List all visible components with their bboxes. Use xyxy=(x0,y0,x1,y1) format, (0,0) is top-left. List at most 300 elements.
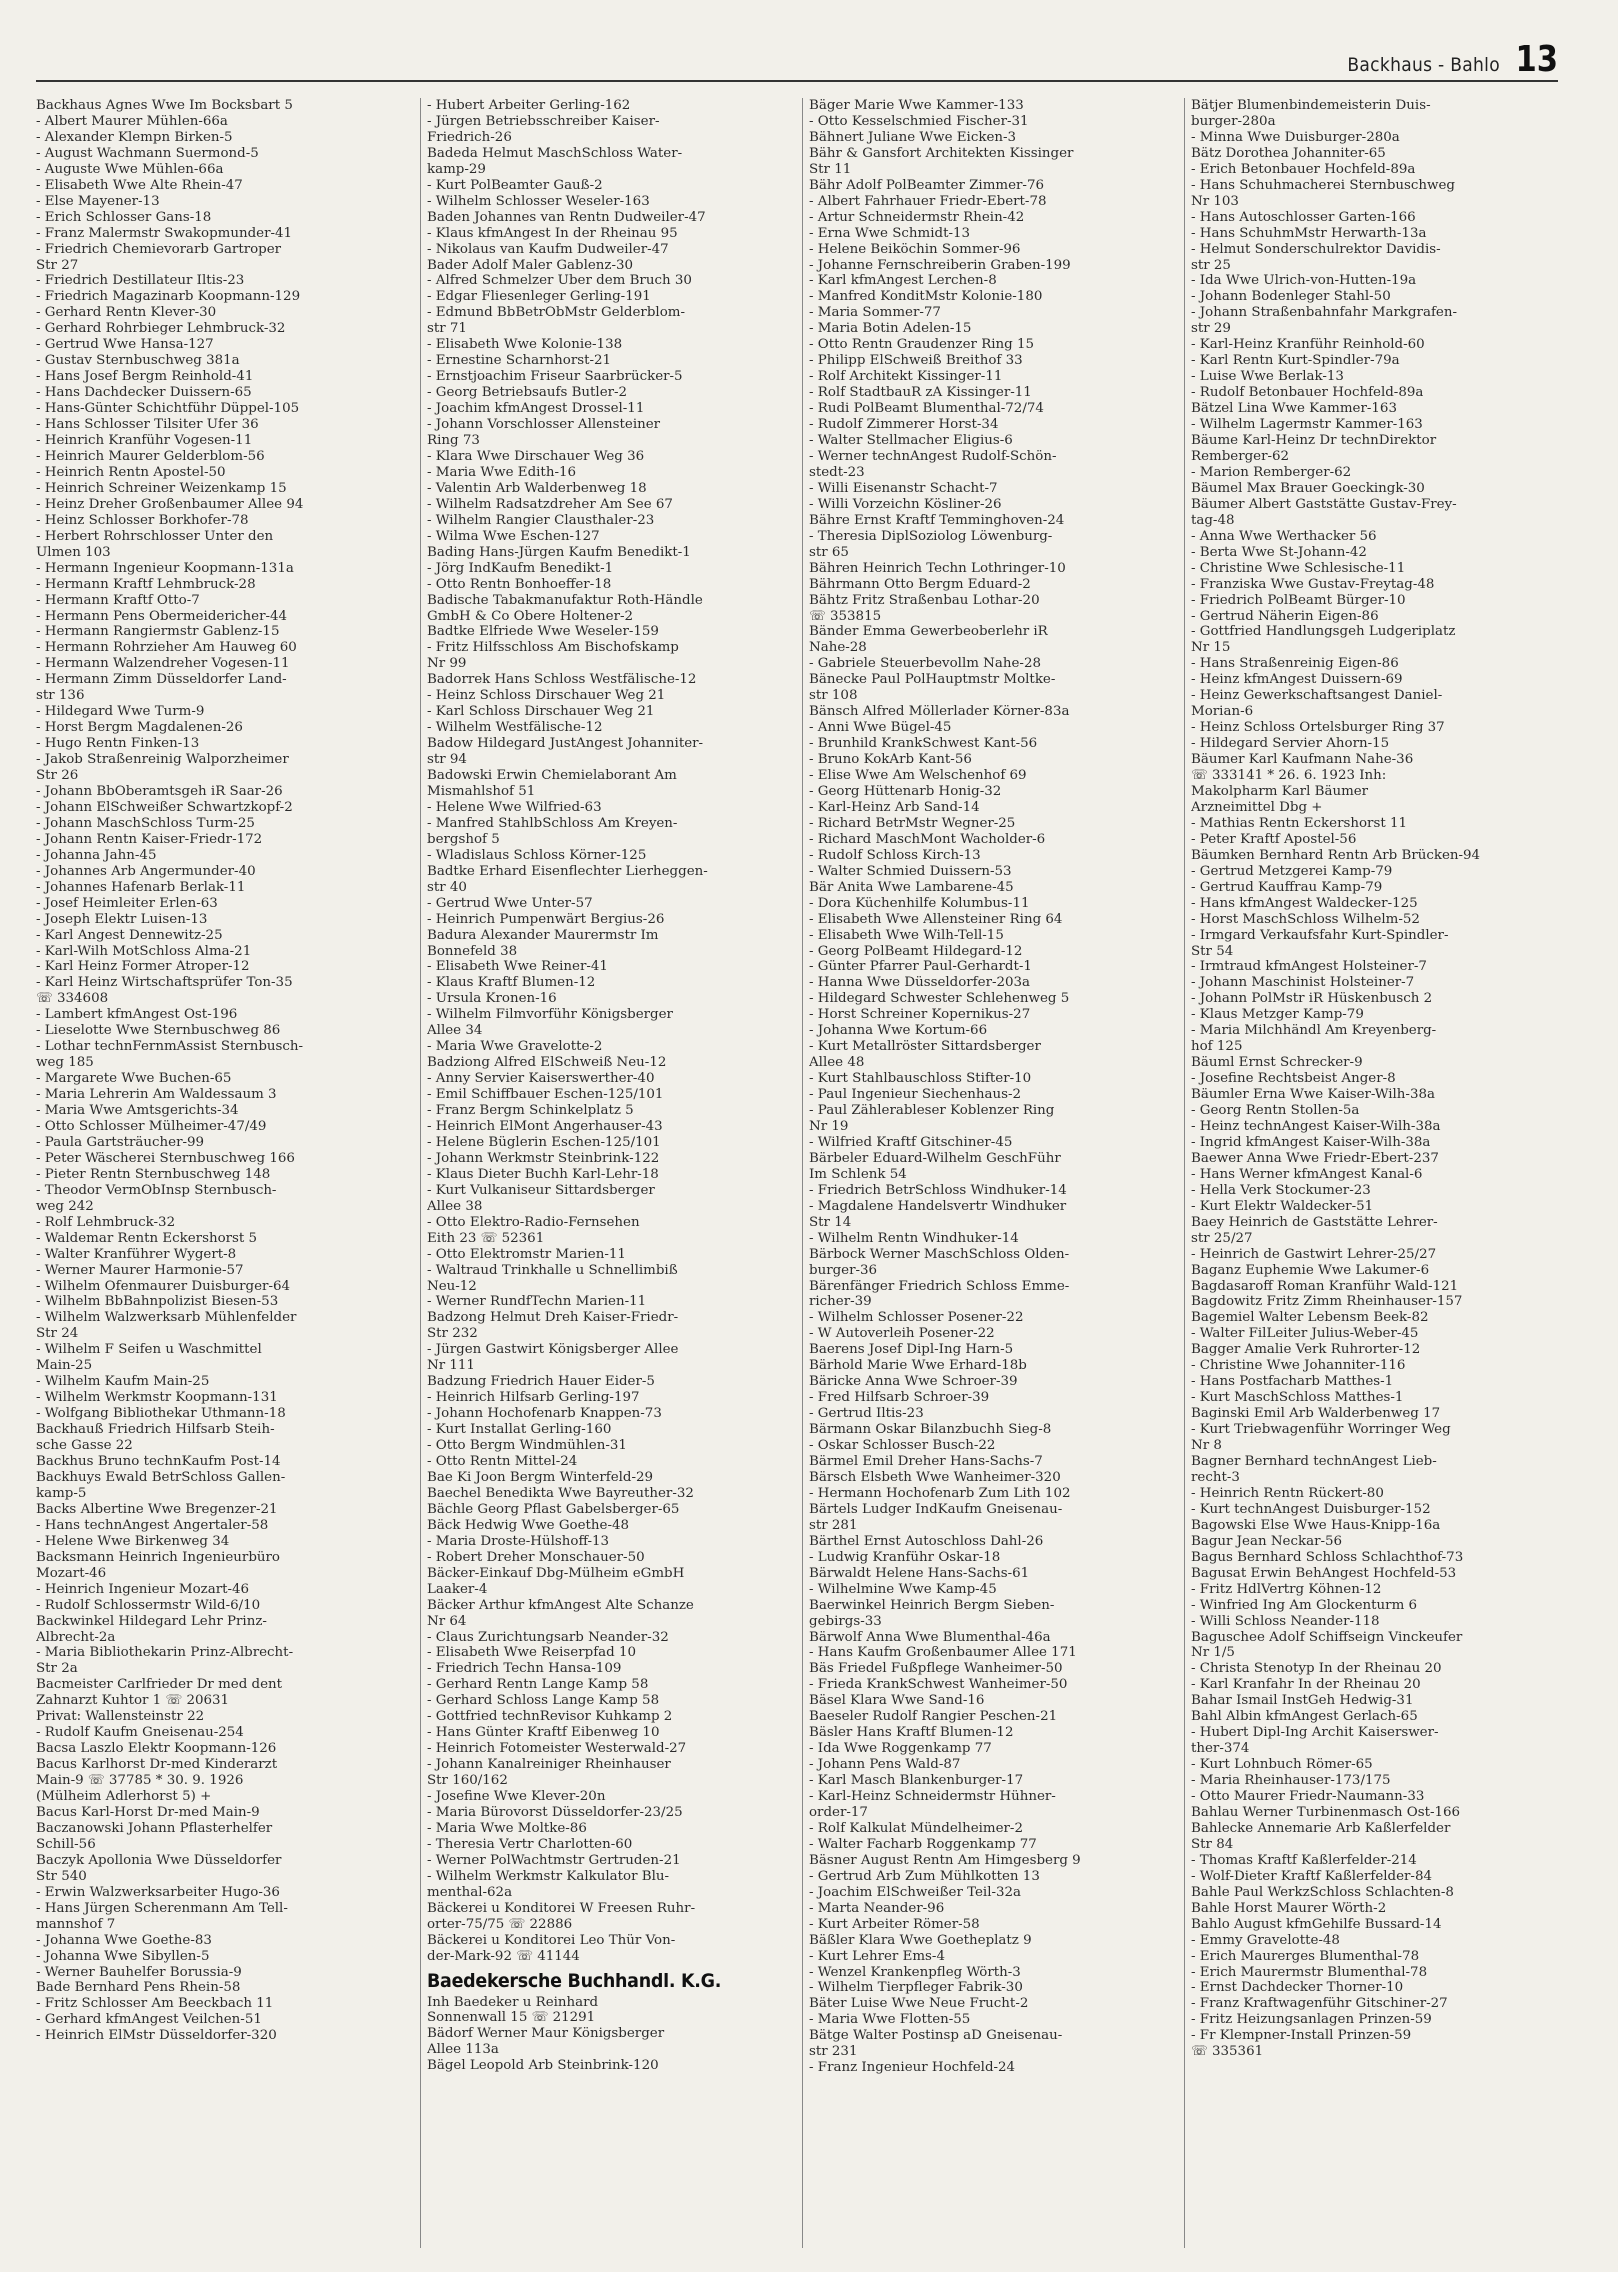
directory-entry: Backhauß Friedrich Hilfsarb Steih- xyxy=(36,1422,275,1438)
directory-entry: Bagdowitz Fritz Zimm Rheinhauser-157 xyxy=(1191,1294,1463,1310)
directory-entry: Baechel Benedikta Wwe Bayreuther-32 xyxy=(427,1485,694,1501)
directory-entry: - August Wachmann Suermond-5 xyxy=(36,145,259,161)
directory-entry: Bacus Karl-Horst Dr-med Main-9 xyxy=(36,1804,260,1820)
directory-entry: Badow Hildegard JustAngest Johanniter- xyxy=(427,736,704,752)
directory-entry: Nr 15 xyxy=(1191,640,1231,656)
directory-entry: - Hermann Rohrzieher Am Hauweg 60 xyxy=(36,640,297,656)
directory-entry: Arzneimittel Dbg + xyxy=(1191,799,1323,815)
directory-entry: menthal-62a xyxy=(427,1884,513,1900)
directory-entry: - Rolf Architekt Kissinger-11 xyxy=(809,369,1003,385)
directory-entry: order-17 xyxy=(809,1804,868,1820)
directory-entry: - Johanna Wwe Sibyllen-5 xyxy=(36,1948,210,1964)
directory-entry: Bagus Bernhard Schloss Schlachthof-73 xyxy=(1191,1549,1464,1565)
directory-entry: - Maria Bürovorst Düsseldorfer-23/25 xyxy=(427,1804,683,1820)
directory-entry: - Hans-Günter Schichtführ Düppel-105 xyxy=(36,401,300,417)
directory-entry: Backwinkel Hildegard Lehr Prinz- xyxy=(36,1613,267,1629)
directory-entry: ☏ 353815 xyxy=(809,608,882,624)
directory-entry: - Friedrich BetrSchloss Windhuker-14 xyxy=(809,1182,1067,1198)
directory-entry: - Horst MaschSchloss Wilhelm-52 xyxy=(1191,911,1420,927)
directory-entry: Bagner Bernhard technAngest Lieb- xyxy=(1191,1454,1437,1470)
directory-entry: Bahlau Werner Turbinenmasch Ost-166 xyxy=(1191,1804,1461,1820)
directory-entry: Badziong Alfred ElSchweiß Neu-12 xyxy=(427,1055,667,1071)
directory-entry: - Lambert kfmAngest Ost-196 xyxy=(36,1007,238,1023)
directory-entry: - Maria Botin Adelen-15 xyxy=(809,321,972,337)
directory-entry: Inh Baedeker u Reinhard xyxy=(427,1994,599,2010)
directory-entry: - Elisabeth Wwe Alte Rhein-47 xyxy=(36,177,243,193)
directory-entry: - Jakob Straßenreinig Walporzheimer xyxy=(36,752,289,768)
directory-entry: - Albert Fahrhauer Friedr-Ebert-78 xyxy=(809,193,1047,209)
directory-entry: ☏ 334608 xyxy=(36,991,109,1007)
directory-entry: Str 2a xyxy=(36,1661,78,1677)
directory-entry: - Jürgen Betriebsschreiber Kaiser- xyxy=(427,113,660,129)
directory-entry: ☏ 335361 xyxy=(1191,2044,1264,2060)
directory-entry: Bänder Emma Gewerbeoberlehr iR xyxy=(809,624,1048,640)
directory-entry: - Gertrud Iltis-23 xyxy=(809,1406,924,1422)
directory-entry: - Erich Maurermstr Blumenthal-78 xyxy=(1191,1964,1428,1980)
directory-entry: - Maria Sommer-77 xyxy=(809,305,941,321)
directory-entry: Bähnert Juliane Wwe Eicken-3 xyxy=(809,129,1017,145)
directory-entry: - Else Mayener-13 xyxy=(36,193,160,209)
directory-entry: - Franz Malermstr Swakopmunder-41 xyxy=(36,225,293,241)
directory-entry: - Paul Zählerableser Koblenzer Ring xyxy=(809,1103,1055,1119)
directory-entry: - Jörg IndKaufm Benedikt-1 xyxy=(427,560,614,576)
directory-entry: - Theresia Vertr Charlotten-60 xyxy=(427,1836,633,1852)
directory-entry: Makolpharm Karl Bäumer xyxy=(1191,783,1369,799)
directory-entry: Bärwolf Anna Wwe Blumenthal-46a xyxy=(809,1629,1051,1645)
directory-entry: str 65 xyxy=(809,544,849,560)
directory-entry: Baden Johannes van Rentn Dudweiler-47 xyxy=(427,209,706,225)
directory-entry: - Luise Wwe Berlak-13 xyxy=(1191,369,1344,385)
directory-entry: - Oskar Schlosser Busch-22 xyxy=(809,1438,996,1454)
directory-entry: - Alfred Schmelzer Über dem Bruch 30 xyxy=(427,273,692,289)
directory-entry: Bahar Ismail InstGeh Hedwig-31 xyxy=(1191,1693,1414,1709)
directory-entry: - Hermann Walzendreher Vogesen-11 xyxy=(36,656,290,672)
directory-entry: - Auguste Wwe Mühlen-66a xyxy=(36,161,224,177)
directory-entry: - Hans Postfacharb Matthes-1 xyxy=(1191,1374,1394,1390)
directory-entry: - Georg Betriebsaufs Butler-2 xyxy=(427,385,628,401)
directory-entry: - Hermann Ingenieur Koopmann-131a xyxy=(36,560,294,576)
directory-entry: - Hans Günter Kraftf Eibenweg 10 xyxy=(427,1725,660,1741)
directory-entry: Badeda Helmut MaschSchloss Water- xyxy=(427,145,683,161)
directory-entry: - Friedrich PolBeamt Bürger-10 xyxy=(1191,592,1406,608)
directory-entry: - Hugo Rentn Finken-13 xyxy=(36,736,200,752)
directory-entry: - Kurt Installat Gerling-160 xyxy=(427,1422,612,1438)
directory-column-3 xyxy=(802,98,1173,2248)
directory-entry: Allee 34 xyxy=(427,1023,483,1039)
directory-entry: - Heinrich Ingenieur Mozart-46 xyxy=(36,1581,250,1597)
directory-entry: Baczyk Apollonia Wwe Düsseldorfer xyxy=(36,1852,282,1868)
directory-entry: - Theodor VermObInsp Sternbusch- xyxy=(36,1182,277,1198)
directory-entry: str 29 xyxy=(1191,321,1231,337)
directory-entry: Bäumler Erna Wwe Kaiser-Wilh-38a xyxy=(1191,1087,1435,1103)
directory-entry: weg 185 xyxy=(36,1055,94,1071)
directory-entry: - Otto Bergm Windmühlen-31 xyxy=(427,1438,627,1454)
directory-entry: Bäckerei u Konditorei Leo Thür Von- xyxy=(427,1932,676,1948)
directory-entry: - Hermann Zimm Düsseldorfer Land- xyxy=(36,672,287,688)
directory-entry: - Pieter Rentn Sternbuschweg 148 xyxy=(36,1166,271,1182)
directory-entry: - Klaus kfmAngest In der Rheinau 95 xyxy=(427,225,678,241)
directory-entry: - Karl Kranfahr In der Rheinau 20 xyxy=(1191,1677,1421,1693)
directory-entry: - Rudi PolBeamt Blumenthal-72/74 xyxy=(809,401,1044,417)
directory-entry: - Johann PolMstr iR Hüskenbusch 2 xyxy=(1191,991,1433,1007)
directory-entry: - Helene Wwe Birkenweg 34 xyxy=(36,1533,230,1549)
directory-entry: Bäume Karl-Heinz Dr technDirektor xyxy=(1191,433,1437,449)
directory-entry: - Hermann Pens Obermeidericher-44 xyxy=(36,608,288,624)
directory-entry: Badura Alexander Maurermstr Im xyxy=(427,927,659,943)
directory-entry: Neu-12 xyxy=(427,1278,477,1294)
directory-entry: - Ernstjoachim Friseur Saarbrücker-5 xyxy=(427,369,683,385)
directory-entry: - Helene Wwe Wilfried-63 xyxy=(427,799,602,815)
directory-entry: - Ida Wwe Roggenkamp 77 xyxy=(809,1741,992,1757)
directory-entry: - Franziska Wwe Gustav-Freytag-48 xyxy=(1191,576,1435,592)
directory-entry: - Rolf Kalkulat Mündelheimer-2 xyxy=(809,1820,1023,1836)
directory-entry: Bäumer Albert Gaststätte Gustav-Frey- xyxy=(1191,496,1457,512)
directory-entry: - Josefine Wwe Klever-20n xyxy=(427,1789,606,1805)
directory-entry: - Frieda KrankSchwest Wanheimer-50 xyxy=(809,1677,1068,1693)
directory-entry: Badzung Friedrich Hauer Eider-5 xyxy=(427,1374,655,1390)
directory-entry: Str 24 xyxy=(36,1326,79,1342)
directory-entry: Bärbeler Eduard-Wilhelm GeschFühr xyxy=(809,1150,1061,1166)
directory-entry: kamp-29 xyxy=(427,161,486,177)
directory-entry: - Hildegard Schwester Schlehenweg 5 xyxy=(809,991,1070,1007)
directory-entry: Main-9 ☏ 37785 * 30. 9. 1926 xyxy=(36,1773,244,1789)
directory-entry: - Willi Schloss Neander-118 xyxy=(1191,1613,1380,1629)
directory-entry: Bänsch Alfred Möllerlader Körner-83a xyxy=(809,704,1070,720)
directory-entry: - Karl Masch Blankenburger-17 xyxy=(809,1773,1024,1789)
directory-entry: - Elisabeth Wwe Kolonie-138 xyxy=(427,337,623,353)
directory-entry: - Richard MaschMont Wacholder-6 xyxy=(809,831,1046,847)
directory-entry: - Rudolf Schloss Kirch-13 xyxy=(809,847,981,863)
directory-entry: - Maria Wwe Flotten-55 xyxy=(809,2012,971,2028)
directory-entry: Baganz Euphemie Wwe Lakumer-6 xyxy=(1191,1262,1430,1278)
directory-entry: Backhuys Ewald BetrSchloss Gallen- xyxy=(36,1469,286,1485)
directory-entry: Bähr & Gansfort Architekten Kissinger xyxy=(809,145,1074,161)
directory-entry: - Otto Maurer Friedr-Naumann-33 xyxy=(1191,1789,1425,1805)
directory-entry: - Gertrud Metzgerei Kamp-79 xyxy=(1191,863,1393,879)
directory-entry: - Kurt Lohnbuch Römer-65 xyxy=(1191,1757,1373,1773)
directory-entry: - Walter Stellmacher Eligius-6 xyxy=(809,433,1013,449)
directory-entry: - Elise Wwe Am Welschenhof 69 xyxy=(809,768,1027,784)
directory-entry: Bading Hans-Jürgen Kaufm Benedikt-1 xyxy=(427,544,691,560)
directory-entry: - Johannes Hafenarb Berlak-11 xyxy=(36,879,246,895)
directory-entry: - Fritz Schlosser Am Beeckbach 11 xyxy=(36,1996,274,2012)
directory-entry: str 40 xyxy=(427,879,467,895)
directory-entry: - Johann Maschinist Holsteiner-7 xyxy=(1191,975,1415,991)
directory-entry: Bärmann Oskar Bilanzbuchh Sieg-8 xyxy=(809,1422,1052,1438)
directory-entry: - Gerhard Rentn Lange Kamp 58 xyxy=(427,1677,649,1693)
directory-entry: Bätge Walter Postinsp aD Gneisenau- xyxy=(809,2028,1063,2044)
directory-entry: Baczanowski Johann Pflasterhelfer xyxy=(36,1820,273,1836)
directory-entry: - Johann Hochofenarb Knappen-73 xyxy=(427,1406,662,1422)
directory-entry: - Willi Vorzeichn Kösliner-26 xyxy=(809,496,1002,512)
directory-entry: - Franz Kraftwagenführ Gitschiner-27 xyxy=(1191,1996,1448,2012)
directory-entry: Badzong Helmut Dreh Kaiser-Friedr- xyxy=(427,1310,679,1326)
directory-entry: - Maria Wwe Moltke-86 xyxy=(427,1820,587,1836)
directory-entry: - Karl-Wilh MotSchloss Alma-21 xyxy=(36,943,252,959)
directory-entry: - Heinrich Fotomeister Westerwald-27 xyxy=(427,1741,687,1757)
directory-entry: Nr 99 xyxy=(427,656,467,672)
directory-entry: Bäßler Klara Wwe Goetheplatz 9 xyxy=(809,1932,1032,1948)
directory-entry: - Hans Schlosser Tilsiter Ufer 36 xyxy=(36,417,259,433)
directory-entry: - Christa Stenotyp In der Rheinau 20 xyxy=(1191,1661,1442,1677)
directory-entry: - Heinz technAngest Kaiser-Wilh-38a xyxy=(1191,1119,1441,1134)
directory-entry: Bade Bernhard Pens Rhein-58 xyxy=(36,1980,241,1996)
directory-entry: richer-39 xyxy=(809,1294,872,1310)
directory-entry: - Wilhelm BbBahnpolizist Biesen-53 xyxy=(36,1294,279,1310)
directory-entry: - Johann Pens Wald-87 xyxy=(809,1757,961,1773)
directory-entry: - Willi Eisenanstr Schacht-7 xyxy=(809,480,998,496)
directory-entry: - Wilhelm Werkmstr Koopmann-131 xyxy=(36,1390,278,1406)
directory-entry: Bärtels Ludger IndKaufm Gneisenau- xyxy=(809,1501,1063,1517)
directory-entry: - Wenzel Krankenpfleg Wörth-3 xyxy=(809,1964,1021,1980)
directory-entry: - Heinz Schloss Dirschauer Weg 21 xyxy=(427,688,666,704)
directory-entry: - Wolfgang Bibliothekar Uthmann-18 xyxy=(36,1406,286,1422)
directory-entry: - Ursula Kronen-16 xyxy=(427,991,557,1007)
directory-entry: - Elisabeth Wwe Allensteiner Ring 64 xyxy=(809,911,1063,927)
directory-entry: Bahle Paul WerkzSchloss Schlachten-8 xyxy=(1191,1884,1454,1900)
directory-entry: - Ernst Dachdecker Thorner-10 xyxy=(1191,1980,1404,1996)
directory-entry: Bäcker-Einkauf Dbg-Mülheim eGmbH xyxy=(427,1565,685,1581)
directory-entry: - Horst Schreiner Kopernikus-27 xyxy=(809,1007,1031,1023)
directory-entry: - Klaus Kraftf Blumen-12 xyxy=(427,975,596,991)
directory-entry: - Rudolf Kaufm Gneisenau-254 xyxy=(36,1725,244,1741)
directory-entry: Bahlo August kfmGehilfe Bussard-14 xyxy=(1191,1916,1442,1932)
directory-entry: Nahe-28 xyxy=(809,640,867,656)
directory-entry: mannshof 7 xyxy=(36,1916,116,1932)
directory-entry: - Gertrud Wwe Unter-57 xyxy=(427,895,593,911)
directory-entry: Bäsner August Rentn Am Himgesberg 9 xyxy=(809,1852,1081,1868)
directory-entry: - Gerhard Rohrbieger Lehmbruck-32 xyxy=(36,321,286,337)
directory-entry: - Wilhelm Westfälische-12 xyxy=(427,720,603,736)
directory-entry: - Edmund BbBetrObMstr Gelderblom- xyxy=(427,305,685,321)
directory-entry: - Wilhelm Werkmstr Kalkulator Blu- xyxy=(427,1868,670,1884)
directory-entry: Bätjer Blumenbindemeisterin Duis- xyxy=(1191,98,1431,113)
directory-entry: Baey Heinrich de Gaststätte Lehrer- xyxy=(1191,1214,1438,1230)
directory-entry: - Hermann Kraftf Otto-7 xyxy=(36,592,200,608)
directory-entry: str 136 xyxy=(36,688,85,704)
directory-entry: - Hermann Rangiermstr Gablenz-15 xyxy=(36,624,280,640)
directory-entry: - Hubert Dipl-Ing Archit Kaiserswer- xyxy=(1191,1725,1439,1741)
directory-entry: Bähr Adolf PolBeamter Zimmer-76 xyxy=(809,177,1044,193)
directory-entry: - Heinrich Rentn Rückert-80 xyxy=(1191,1485,1384,1501)
directory-entry: - Elisabeth Wwe Reiserpfad 10 xyxy=(427,1645,637,1661)
directory-entry: - Maria Rheinhauser-173/175 xyxy=(1191,1773,1391,1789)
directory-entry: - Rolf Lehmbruck-32 xyxy=(36,1214,176,1230)
directory-entry: - Horst Bergm Magdalenen-26 xyxy=(36,720,243,736)
directory-entry: - Hans Werner kfmAngest Kanal-6 xyxy=(1191,1166,1423,1182)
directory-entry: - Ernestine Scharnhorst-21 xyxy=(427,353,612,369)
directory-entry: Bacus Karlhorst Dr-med Kinderarzt xyxy=(36,1757,278,1773)
directory-entry: - Josefine Rechtsbeist Anger-8 xyxy=(1191,1071,1396,1087)
directory-entry: - Ida Wwe Ulrich-von-Hutten-19a xyxy=(1191,273,1417,289)
directory-entry: Bährmann Otto Bergm Eduard-2 xyxy=(809,576,1031,592)
directory-entry: - Heinz Schloss Ortelsburger Ring 37 xyxy=(1191,720,1445,736)
directory-entry: Bahlecke Annemarie Arb Kaßlerfelder xyxy=(1191,1820,1451,1836)
directory-entry: - Werner PolWachtmstr Gertruden-21 xyxy=(427,1852,681,1868)
directory-entry: Backsmann Heinrich Ingenieurbüro xyxy=(36,1549,280,1565)
directory-entry: Str 11 xyxy=(809,161,852,177)
directory-entry: - Gottfried technRevisor Kuhkamp 2 xyxy=(427,1709,673,1725)
directory-entry: Bäter Luise Wwe Neue Frucht-2 xyxy=(809,1996,1029,2012)
directory-entry: - Johanna Jahn-45 xyxy=(36,847,157,863)
directory-entry: bergshof 5 xyxy=(427,831,500,847)
directory-entry: - Johann ElSchweißer Schwartzkopf-2 xyxy=(36,799,293,815)
directory-entry: str 281 xyxy=(809,1517,858,1533)
directory-entry: - Werner Bauhelfer Borussia-9 xyxy=(36,1964,242,1980)
directory-entry: - Thomas Kraftf Kaßlerfelder-214 xyxy=(1191,1852,1417,1868)
directory-entry: - Georg Hüttenarb Honig-32 xyxy=(809,783,1002,799)
directory-entry: - Emil Schiffbauer Eschen-125/101 xyxy=(427,1087,664,1103)
directory-entry: - Wilfried Kraftf Gitschiner-45 xyxy=(809,1134,1013,1150)
directory-columns xyxy=(36,98,1556,2248)
directory-entry: Badowski Erwin Chemielaborant Am xyxy=(427,768,677,784)
directory-entry: - Albert Maurer Mühlen-66a xyxy=(36,113,228,129)
directory-entry: Mismahlshof 51 xyxy=(427,783,536,799)
directory-entry: ☏ 333141 * 26. 6. 1923 Inh: xyxy=(1191,768,1387,784)
directory-entry: - Kurt Elektr Waldecker-51 xyxy=(1191,1198,1374,1214)
directory-entry: recht-3 xyxy=(1191,1469,1240,1485)
directory-entry: - Wladislaus Schloss Körner-125 xyxy=(427,847,647,863)
directory-entry: - Mathias Rentn Eckershorst 11 xyxy=(1191,815,1407,831)
directory-entry: Backhaus Agnes Wwe Im Bocksbart 5 xyxy=(36,98,293,113)
directory-entry: - Wolf-Dieter Kraftf Kaßlerfelder-84 xyxy=(1191,1868,1432,1884)
directory-entry: - Georg Rentn Stollen-5a xyxy=(1191,1103,1360,1119)
directory-entry: - Wilhelm Ofenmaurer Duisburger-64 xyxy=(36,1278,291,1294)
directory-entry: - Wilhelm Schlosser Posener-22 xyxy=(809,1310,1024,1326)
directory-entry: - Werner RundfTechn Marien-11 xyxy=(427,1294,647,1310)
directory-entry: - Johanna Wwe Goethe-83 xyxy=(36,1932,212,1948)
directory-entry: - Valentin Arb Walderbenweg 18 xyxy=(427,480,647,496)
directory-entry: - Kurt PolBeamter Gauß-2 xyxy=(427,177,603,193)
directory-entry: - Johann BbOberamtsgeh iR Saar-26 xyxy=(36,783,283,799)
directory-entry: - Friedrich Destillateur Iltis-23 xyxy=(36,273,245,289)
directory-entry: - Werner Maurer Harmonie-57 xyxy=(36,1262,244,1278)
directory-column-1 xyxy=(36,98,406,2248)
directory-entry: - Karl-Heinz Schneidermstr Hühner- xyxy=(809,1789,1056,1805)
directory-entry: - Friedrich Chemievorarb Gartroper xyxy=(36,241,282,257)
directory-entry: Backhus Bruno technKaufm Post-14 xyxy=(36,1454,281,1470)
directory-entry: - Maria Droste-Hülshoff-13 xyxy=(427,1533,610,1549)
directory-entry: - Karl Heinz Wirtschaftsprüfer Ton-35 xyxy=(36,975,293,991)
directory-entry: - Hermann Kraftf Lehmbruck-28 xyxy=(36,576,256,592)
directory-entry: - Otto Kesselschmied Fischer-31 xyxy=(809,113,1029,129)
directory-entry: - Elisabeth Wwe Wilh-Tell-15 xyxy=(809,927,1004,943)
directory-entry: - Hanna Wwe Düsseldorfer-203a xyxy=(809,975,1031,991)
directory-entry: - Heinrich ElMont Angerhauser-43 xyxy=(427,1119,663,1134)
directory-entry: Bätzel Lina Wwe Kammer-163 xyxy=(1191,401,1397,417)
directory-entry: kamp-5 xyxy=(36,1485,87,1501)
directory-entry: Bagowski Else Wwe Haus-Knipp-16a xyxy=(1191,1517,1441,1533)
directory-entry: - Georg PolBeamt Hildegard-12 xyxy=(809,943,1023,959)
directory-entry: - Joseph Elektr Luisen-13 xyxy=(36,911,208,927)
directory-entry: Baguschee Adolf Schiffseign Vinckeufer xyxy=(1191,1629,1463,1645)
directory-entry: - Kurt technAngest Duisburger-152 xyxy=(1191,1501,1431,1517)
directory-entry: - Joachim kfmAngest Drossel-11 xyxy=(427,401,645,417)
directory-entry: - Günter Pfarrer Paul-Gerhardt-1 xyxy=(809,959,1032,975)
directory-entry: - Kurt Metallröster Sittardsberger xyxy=(809,1039,1041,1055)
directory-entry: Zahnarzt Kuhtor 1 ☏ 20631 xyxy=(36,1693,230,1709)
directory-entry: - Wilma Wwe Eschen-127 xyxy=(427,528,600,544)
directory-entry: Bäumken Bernhard Rentn Arb Brücken-94 xyxy=(1191,847,1481,863)
directory-entry: Badtke Elfriede Wwe Weseler-159 xyxy=(427,624,659,640)
directory-entry: Backs Albertine Wwe Bregenzer-21 xyxy=(36,1501,278,1517)
directory-entry: - Hans Straßenreinig Eigen-86 xyxy=(1191,656,1399,672)
directory-entry: - Otto Elektro-Radio-Fernsehen xyxy=(427,1214,640,1230)
directory-entry: - Anny Servier Kaiserswerther-40 xyxy=(427,1071,655,1087)
directory-entry: Ulmen 103 xyxy=(36,544,111,560)
directory-entry: Bädorf Werner Maur Königsberger xyxy=(427,2026,665,2042)
directory-entry: - Heinrich Schreiner Weizenkamp 15 xyxy=(36,480,287,496)
directory-entry: - Rudolf Betonbauer Hochfeld-89a xyxy=(1191,385,1424,401)
directory-entry: - Gerhard Schloss Lange Kamp 58 xyxy=(427,1693,660,1709)
directory-entry: Bahle Horst Maurer Wörth-2 xyxy=(1191,1900,1387,1916)
directory-entry: gebirgs-33 xyxy=(809,1613,882,1629)
directory-entry: der-Mark-92 ☏ 41144 xyxy=(427,1948,580,1964)
directory-entry: - Lothar technFernmAssist Sternbusch- xyxy=(36,1039,304,1055)
directory-entry: - Anni Wwe Bügel-45 xyxy=(809,720,952,736)
directory-entry: Baewer Anna Wwe Friedr-Ebert-237 xyxy=(1191,1150,1439,1166)
directory-entry: - Karl Angest Dennewitz-25 xyxy=(36,927,223,943)
directory-entry: Bäsler Hans Kraftf Blumen-12 xyxy=(809,1725,1014,1741)
directory-entry: Bäumer Karl Kaufmann Nahe-36 xyxy=(1191,752,1414,768)
directory-entry: - Hans Autoschlosser Garten-166 xyxy=(1191,209,1416,225)
directory-entry: - Johanna Wwe Kortum-66 xyxy=(809,1023,988,1039)
directory-entry: - Philipp ElSchweiß Breithof 33 xyxy=(809,353,1023,369)
directory-entry: - Kurt Vulkaniseur Sittardsberger xyxy=(427,1182,655,1198)
directory-entry: - Marta Neander-96 xyxy=(809,1900,945,1916)
directory-entry: str 25/27 xyxy=(1191,1230,1253,1246)
directory-entry: Nr 111 xyxy=(427,1358,475,1374)
directory-entry: - Gerhard kfmAngest Veilchen-51 xyxy=(36,2012,262,2028)
directory-entry: (Mülheim Adlerhorst 5) + xyxy=(36,1789,212,1805)
directory-entry: - Walter FilLeiter Julius-Weber-45 xyxy=(1191,1326,1419,1342)
directory-entry: - Maria Bibliothekarin Prinz-Albrecht- xyxy=(36,1645,294,1661)
directory-entry: str 94 xyxy=(427,752,467,768)
directory-entry: Bader Adolf Maler Gablenz-30 xyxy=(427,257,634,273)
directory-entry: - Hella Verk Stockumer-23 xyxy=(1191,1182,1371,1198)
directory-entry: Badtke Erhard Eisenflechter Lierheggen- xyxy=(427,863,708,879)
directory-entry: Bäumel Max Brauer Goeckingk-30 xyxy=(1191,480,1425,496)
directory-entry: - Marion Remberger-62 xyxy=(1191,464,1352,480)
directory-entry: - Joachim ElSchweißer Teil-32a xyxy=(809,1884,1022,1900)
directory-column-2 xyxy=(420,98,791,2248)
directory-entry: - Paul Ingenieur Siechenhaus-2 xyxy=(809,1087,1022,1103)
directory-entry: - Friedrich Techn Hansa-109 xyxy=(427,1661,622,1677)
directory-entry: - Kurt Stahlbauschloss Stifter-10 xyxy=(809,1071,1032,1087)
directory-entry: - Winfried Ing Am Glockenturm 6 xyxy=(1191,1597,1418,1613)
directory-entry: - Wilhelm F Seifen u Waschmittel xyxy=(36,1342,262,1358)
directory-entry: Ring 73 xyxy=(427,433,480,449)
directory-entry: Friedrich-26 xyxy=(427,129,512,145)
directory-entry: - Heinrich Hilfsarb Gerling-197 xyxy=(427,1390,640,1406)
directory-entry: str 231 xyxy=(809,2044,858,2060)
directory-entry: - Erwin Walzwerksarbeiter Hugo-36 xyxy=(36,1884,280,1900)
directory-entry: Badorrek Hans Schloss Westfälische-12 xyxy=(427,672,697,688)
directory-entry: - Hans Schuhmacherei Sternbuschweg xyxy=(1191,177,1455,193)
directory-entry: - Ludwig Kranführ Oskar-18 xyxy=(809,1549,1001,1565)
page-header xyxy=(36,36,1558,82)
directory-entry: Bäcker Arthur kfmAngest Alte Schanze xyxy=(427,1597,694,1613)
directory-entry: - Peter Wäscherei Sternbuschweg 166 xyxy=(36,1150,295,1166)
directory-entry: - Werner technAngest Rudolf-Schön- xyxy=(809,448,1057,464)
directory-entry: - Erich Schlosser Gans-18 xyxy=(36,209,212,225)
directory-entry: Main-25 xyxy=(36,1358,93,1374)
directory-entry: Bähren Heinrich Techn Lothringer-10 xyxy=(809,560,1066,576)
directory-entry: Bärthel Ernst Autoschloss Dahl-26 xyxy=(809,1533,1044,1549)
directory-entry: Str 26 xyxy=(36,768,79,784)
directory-entry: - Walter Facharb Roggenkamp 77 xyxy=(809,1836,1037,1852)
directory-entry: - Helene Beiköchin Sommer-96 xyxy=(809,241,1021,257)
